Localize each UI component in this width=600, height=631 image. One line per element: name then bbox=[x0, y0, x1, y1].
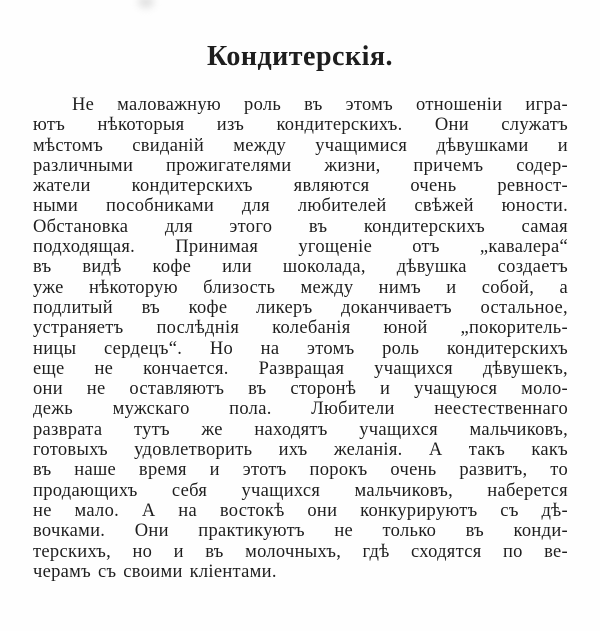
text-line: въ видѣ кофе или шоколада, дѣвушка создаетъ bbox=[33, 257, 568, 278]
text-line: терскихъ, но и въ молочныхъ, гдѣ сходятся по ве- bbox=[33, 541, 568, 562]
text-line: Не маловажную роль въ этомъ отношеніи игра- bbox=[72, 95, 568, 115]
text-line: продающихъ себя учащихся мальчиковъ, наберется bbox=[33, 480, 568, 501]
text-line: подлитый въ кофе ликеръ доканчиваетъ остальное, bbox=[33, 297, 568, 318]
text-line: уже нѣкоторую близость между нимъ и собой, а bbox=[33, 277, 568, 298]
text-line: черамъ съ своими кліентами. bbox=[33, 561, 277, 582]
text-line: готовыхъ удовлетворить ихъ желанія. А такъ какъ bbox=[33, 440, 568, 461]
text-line: вочками. Они практикуютъ не только въ конди- bbox=[33, 521, 568, 542]
text-line: дежь мужскаго пола. Любители неестественнаго bbox=[33, 399, 568, 420]
text-line: ницы сердецъ“. Но на этомъ роль кондитерскихъ bbox=[33, 338, 568, 359]
text-line: устраняетъ послѣднія колебанія юной „покоритель- bbox=[33, 318, 568, 339]
text-line: Обстановка для этого въ кондитерскихъ самая bbox=[33, 216, 568, 237]
text-line: различными прожигателями жизни, причемъ содер- bbox=[33, 155, 568, 176]
text-line: ными пособниками для любителей свѣжей юности. bbox=[33, 196, 568, 217]
text-line: разврата тутъ же находятъ учащихся мальчиковъ, bbox=[33, 419, 568, 440]
text-line: въ наше время и этотъ порокъ очень развитъ, то bbox=[33, 460, 568, 481]
text-line: мѣстомъ свиданій между учащимися дѣвушками и bbox=[33, 135, 568, 156]
text-line: подходящая. Принимая угощеніе отъ „кавалера“ bbox=[33, 237, 568, 258]
text-line: они не оставляютъ въ сторонѣ и учащуюся моло- bbox=[33, 379, 568, 400]
text-line: жатели кондитерскихъ являются очень ревност- bbox=[33, 176, 568, 197]
paragraph bbox=[33, 95, 568, 582]
text-line: не мало. А на востокѣ они конкурируютъ съ дѣ- bbox=[33, 500, 568, 521]
text-line: ютъ нѣкоторыя изъ кондитерскихъ. Они служатъ bbox=[33, 115, 568, 136]
text-line: еще не кончается. Развращая учащихся дѣвушекъ, bbox=[33, 358, 568, 379]
page-title: Кондитерскія. bbox=[206, 41, 394, 72]
